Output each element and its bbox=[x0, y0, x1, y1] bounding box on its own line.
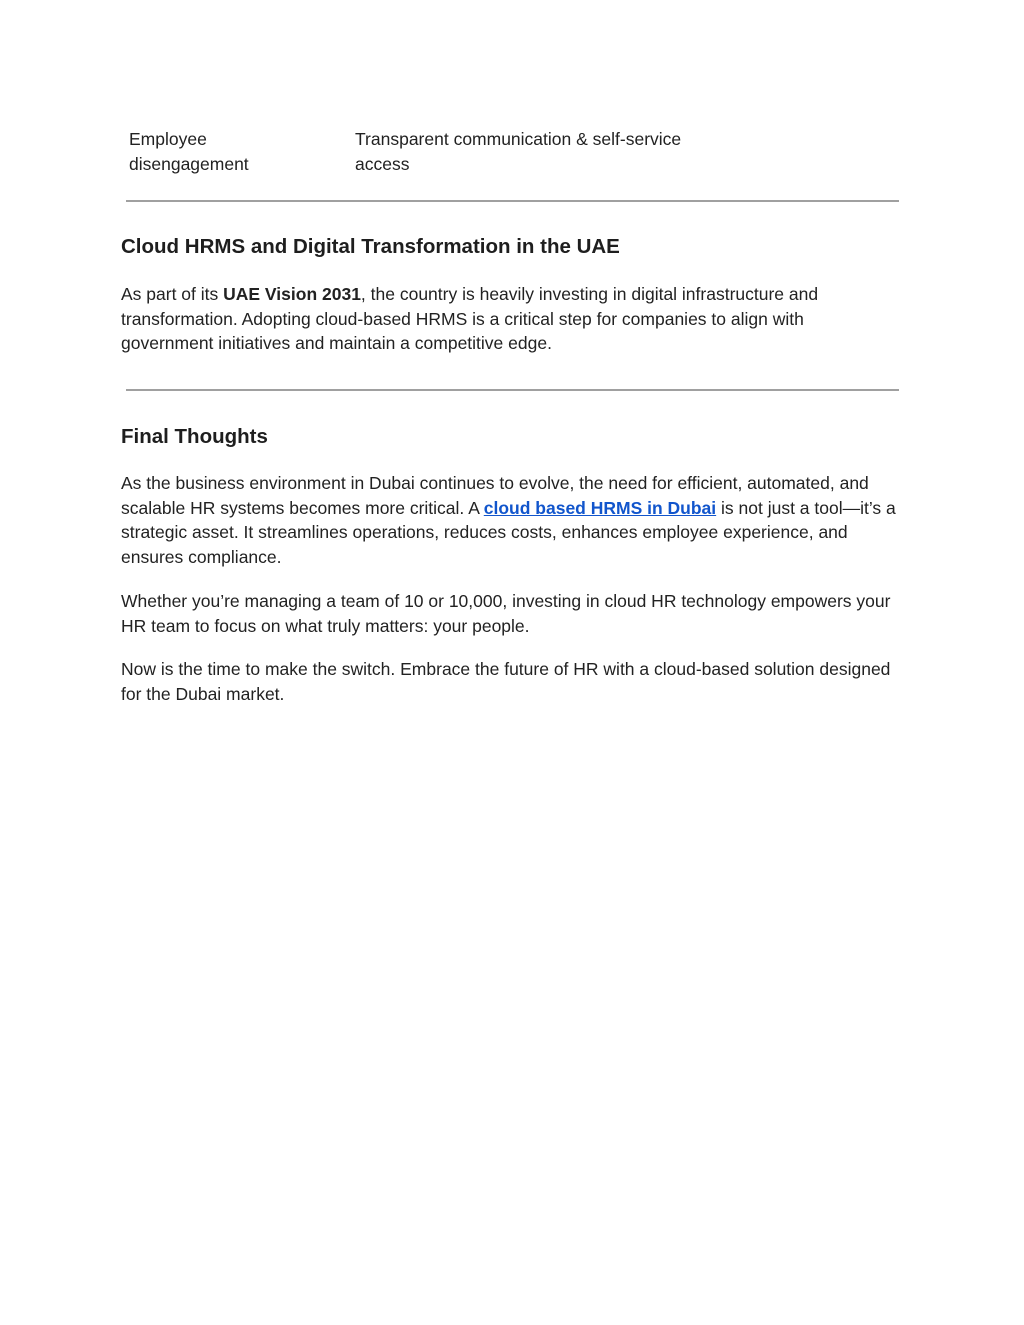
paragraph-text: , the country is heavily investing in digital infrastructure and transformation. Adopting cloud-based HRMS is a critical step for companies to align with government initiatives and maintain a competitive edge. bbox=[121, 284, 819, 353]
paragraph-text: As part of its bbox=[121, 284, 224, 304]
table-cell-solution: Transparent communication & self-service access bbox=[355, 129, 682, 174]
paragraph-final-3: Now is the time to make the switch. Embrace the future of HR with a cloud-based solution designed for the Dubai market. bbox=[121, 659, 891, 704]
paragraph-final-2: Whether you’re managing a team of 10 or 10,000, investing in cloud HR technology empowers your HR team to focus on what truly matters: your people. bbox=[121, 591, 891, 636]
horizontal-divider bbox=[126, 389, 899, 391]
paragraph-text: is not just a tool—it’s a strategic asset. It streamlines operations, reduces costs, enhances employee experience, and ensures compliance. bbox=[121, 497, 896, 567]
table-row bbox=[129, 127, 889, 176]
paragraph-final-1 bbox=[121, 471, 896, 569]
horizontal-divider bbox=[126, 200, 899, 202]
paragraph-uae-vision bbox=[121, 282, 896, 356]
section-heading-final-thoughts: Final Thoughts bbox=[121, 425, 268, 448]
table-cell-challenge: Employee disengagement bbox=[129, 129, 249, 174]
bold-text-uae-vision: UAE Vision 2031 bbox=[223, 284, 361, 304]
cloud-hrms-dubai-link[interactable]: cloud based HRMS in Dubai bbox=[483, 497, 717, 518]
paragraph-text: As the business environment in Dubai continues to evolve, the need for efficient, automated, and scalable HR systems becomes more critical. A bbox=[121, 473, 869, 518]
section-heading-cloud-hrms: Cloud HRMS and Digital Transformation in the UAE bbox=[121, 235, 620, 258]
